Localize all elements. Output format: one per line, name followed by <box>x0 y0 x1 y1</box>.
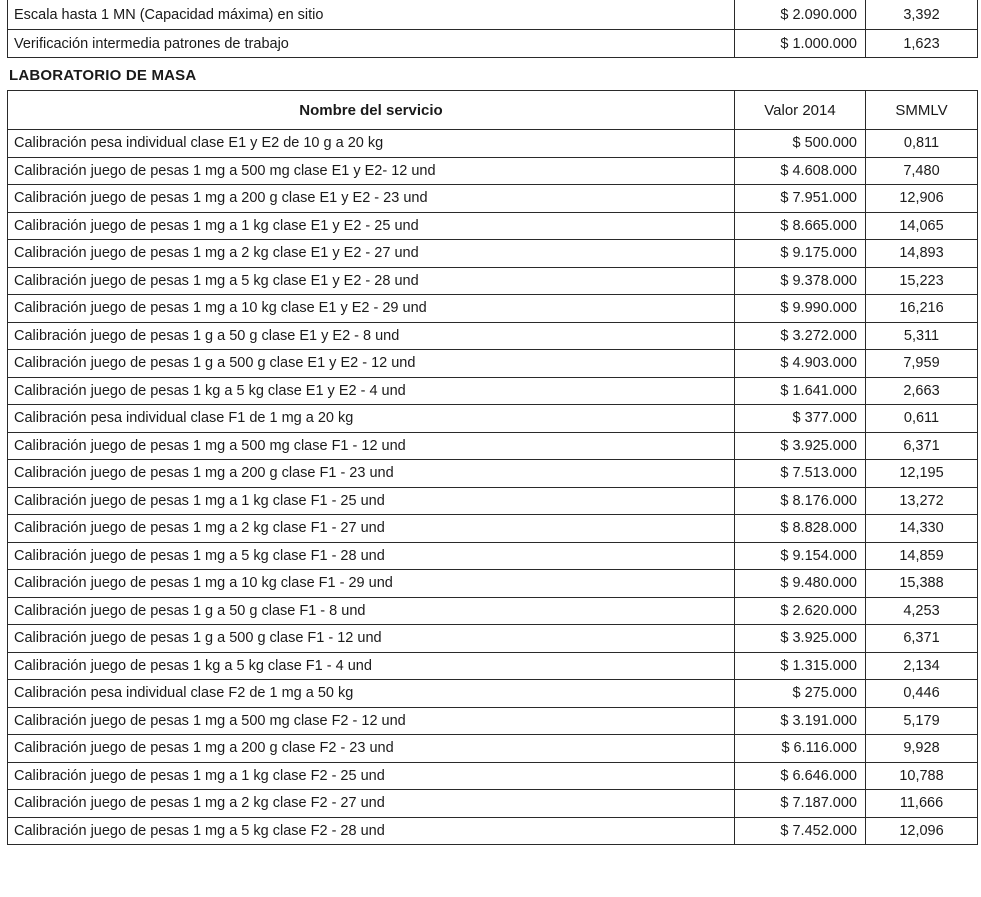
column-header-smmlv: SMMLV <box>866 91 978 130</box>
service-value-cell: $ 1.641.000 <box>735 377 866 405</box>
service-name-cell: Calibración juego de pesas 1 g a 50 g clase E1 y E2 - 8 und <box>8 322 735 350</box>
service-value-cell: $ 8.176.000 <box>735 487 866 515</box>
table-row <box>8 212 978 240</box>
table-row <box>8 267 978 295</box>
table-row <box>8 157 978 185</box>
service-name-cell: Calibración juego de pesas 1 mg a 1 kg clase F2 - 25 und <box>8 762 735 790</box>
service-value-cell: $ 9.175.000 <box>735 240 866 268</box>
service-name-cell: Calibración pesa individual clase E1 y E2 de 10 g a 20 kg <box>8 130 735 158</box>
smmlv-cell: 14,859 <box>866 542 978 570</box>
service-value-cell: $ 8.665.000 <box>735 212 866 240</box>
table-row <box>8 130 978 158</box>
service-value-cell: $ 3.925.000 <box>735 432 866 460</box>
service-name-cell: Calibración juego de pesas 1 mg a 2 kg clase E1 y E2 - 27 und <box>8 240 735 268</box>
table-row <box>8 625 978 653</box>
service-name-cell: Escala hasta 1 MN (Capacidad máxima) en sitio <box>8 0 735 30</box>
service-name-cell: Calibración juego de pesas 1 mg a 5 kg clase F1 - 28 und <box>8 542 735 570</box>
smmlv-cell: 16,216 <box>866 295 978 323</box>
table-row <box>8 652 978 680</box>
section-title: LABORATORIO DE MASA <box>9 67 197 84</box>
smmlv-cell: 12,906 <box>866 185 978 213</box>
smmlv-cell: 0,446 <box>866 680 978 708</box>
table-row <box>8 405 978 433</box>
table-row <box>8 570 978 598</box>
service-name-cell: Calibración juego de pesas 1 g a 500 g clase E1 y E2 - 12 und <box>8 350 735 378</box>
table-row <box>8 240 978 268</box>
service-value-cell: $ 6.646.000 <box>735 762 866 790</box>
table-row <box>8 542 978 570</box>
smmlv-cell: 2,134 <box>866 652 978 680</box>
table-row <box>8 432 978 460</box>
service-value-cell: $ 9.990.000 <box>735 295 866 323</box>
smmlv-cell: 14,330 <box>866 515 978 543</box>
service-name-cell: Calibración juego de pesas 1 mg a 200 g clase F2 - 23 und <box>8 735 735 763</box>
table-row <box>8 377 978 405</box>
table-row <box>8 735 978 763</box>
smmlv-cell: 12,195 <box>866 460 978 488</box>
service-value-cell: $ 3.925.000 <box>735 625 866 653</box>
smmlv-cell: 9,928 <box>866 735 978 763</box>
table-row <box>8 707 978 735</box>
smmlv-cell: 12,096 <box>866 817 978 845</box>
table-row <box>8 817 978 845</box>
service-value-cell: $ 275.000 <box>735 680 866 708</box>
service-value-cell: $ 3.191.000 <box>735 707 866 735</box>
service-name-cell: Calibración juego de pesas 1 mg a 10 kg clase E1 y E2 - 29 und <box>8 295 735 323</box>
table-row <box>8 515 978 543</box>
smmlv-cell: 4,253 <box>866 597 978 625</box>
smmlv-cell: 11,666 <box>866 790 978 818</box>
service-name-cell: Calibración juego de pesas 1 g a 500 g clase F1 - 12 und <box>8 625 735 653</box>
service-value-cell: $ 3.272.000 <box>735 322 866 350</box>
table-row <box>8 350 978 378</box>
smmlv-cell: 14,893 <box>866 240 978 268</box>
mass-lab-services-table <box>7 90 978 845</box>
service-name-cell: Calibración juego de pesas 1 mg a 5 kg clase F2 - 28 und <box>8 817 735 845</box>
service-name-cell: Calibración juego de pesas 1 mg a 10 kg clase F1 - 29 und <box>8 570 735 598</box>
table-row <box>8 185 978 213</box>
service-name-cell: Calibración pesa individual clase F1 de 1 mg a 20 kg <box>8 405 735 433</box>
service-name-cell: Calibración juego de pesas 1 mg a 1 kg clase F1 - 25 und <box>8 487 735 515</box>
service-value-cell: $ 7.951.000 <box>735 185 866 213</box>
service-name-cell: Calibración juego de pesas 1 mg a 500 mg clase E1 y E2- 12 und <box>8 157 735 185</box>
service-name-cell: Calibración juego de pesas 1 mg a 200 g clase F1 - 23 und <box>8 460 735 488</box>
service-name-cell: Calibración juego de pesas 1 mg a 200 g clase E1 y E2 - 23 und <box>8 185 735 213</box>
service-value-cell: $ 7.513.000 <box>735 460 866 488</box>
service-value-cell: $ 377.000 <box>735 405 866 433</box>
services-rows <box>8 130 978 845</box>
column-header-value-2014: Valor 2014 <box>735 91 866 130</box>
smmlv-cell: 2,663 <box>866 377 978 405</box>
service-name-cell: Calibración juego de pesas 1 mg a 500 mg clase F1 - 12 und <box>8 432 735 460</box>
service-name-cell: Calibración juego de pesas 1 kg a 5 kg clase F1 - 4 und <box>8 652 735 680</box>
smmlv-cell: 0,811 <box>866 130 978 158</box>
price-list-page <box>7 0 977 845</box>
smmlv-cell: 0,611 <box>866 405 978 433</box>
service-name-cell: Calibración juego de pesas 1 mg a 1 kg clase E1 y E2 - 25 und <box>8 212 735 240</box>
smmlv-cell: 6,371 <box>866 625 978 653</box>
table-row <box>8 597 978 625</box>
table-row <box>8 790 978 818</box>
smmlv-cell: 14,065 <box>866 212 978 240</box>
service-name-cell: Calibración juego de pesas 1 g a 50 g clase F1 - 8 und <box>8 597 735 625</box>
service-name-cell: Calibración juego de pesas 1 mg a 500 mg clase F2 - 12 und <box>8 707 735 735</box>
smmlv-cell: 5,311 <box>866 322 978 350</box>
table-header-row <box>8 91 978 130</box>
smmlv-cell: 1,623 <box>866 30 978 58</box>
service-value-cell: $ 4.608.000 <box>735 157 866 185</box>
service-name-cell: Verificación intermedia patrones de trabajo <box>8 30 735 58</box>
previous-section-table <box>7 0 978 58</box>
table-row <box>8 487 978 515</box>
smmlv-cell: 6,371 <box>866 432 978 460</box>
table-row <box>8 762 978 790</box>
service-name-cell: Calibración juego de pesas 1 mg a 5 kg clase E1 y E2 - 28 und <box>8 267 735 295</box>
service-value-cell: $ 9.378.000 <box>735 267 866 295</box>
smmlv-cell: 5,179 <box>866 707 978 735</box>
service-name-cell: Calibración pesa individual clase F2 de 1 mg a 50 kg <box>8 680 735 708</box>
service-value-cell: $ 4.903.000 <box>735 350 866 378</box>
service-value-cell: $ 500.000 <box>735 130 866 158</box>
service-value-cell: $ 8.828.000 <box>735 515 866 543</box>
smmlv-cell: 7,480 <box>866 157 978 185</box>
table-row <box>8 295 978 323</box>
smmlv-cell: 7,959 <box>866 350 978 378</box>
table-row <box>8 30 978 58</box>
smmlv-cell: 3,392 <box>866 0 978 30</box>
smmlv-cell: 10,788 <box>866 762 978 790</box>
service-value-cell: $ 7.187.000 <box>735 790 866 818</box>
service-value-cell: $ 7.452.000 <box>735 817 866 845</box>
service-value-cell: $ 2.620.000 <box>735 597 866 625</box>
previous-section-rows <box>8 0 978 58</box>
service-value-cell: $ 9.480.000 <box>735 570 866 598</box>
smmlv-cell: 15,388 <box>866 570 978 598</box>
service-value-cell: $ 6.116.000 <box>735 735 866 763</box>
service-value-cell: $ 1.315.000 <box>735 652 866 680</box>
column-header-service-name: Nombre del servicio <box>8 91 735 130</box>
table-row <box>8 322 978 350</box>
service-name-cell: Calibración juego de pesas 1 mg a 2 kg clase F2 - 27 und <box>8 790 735 818</box>
smmlv-cell: 13,272 <box>866 487 978 515</box>
service-value-cell: $ 9.154.000 <box>735 542 866 570</box>
service-name-cell: Calibración juego de pesas 1 mg a 2 kg clase F1 - 27 und <box>8 515 735 543</box>
table-row <box>8 680 978 708</box>
service-value-cell: $ 1.000.000 <box>735 30 866 58</box>
table-row <box>8 0 978 30</box>
service-value-cell: $ 2.090.000 <box>735 0 866 30</box>
smmlv-cell: 15,223 <box>866 267 978 295</box>
service-name-cell: Calibración juego de pesas 1 kg a 5 kg clase E1 y E2 - 4 und <box>8 377 735 405</box>
table-row <box>8 460 978 488</box>
